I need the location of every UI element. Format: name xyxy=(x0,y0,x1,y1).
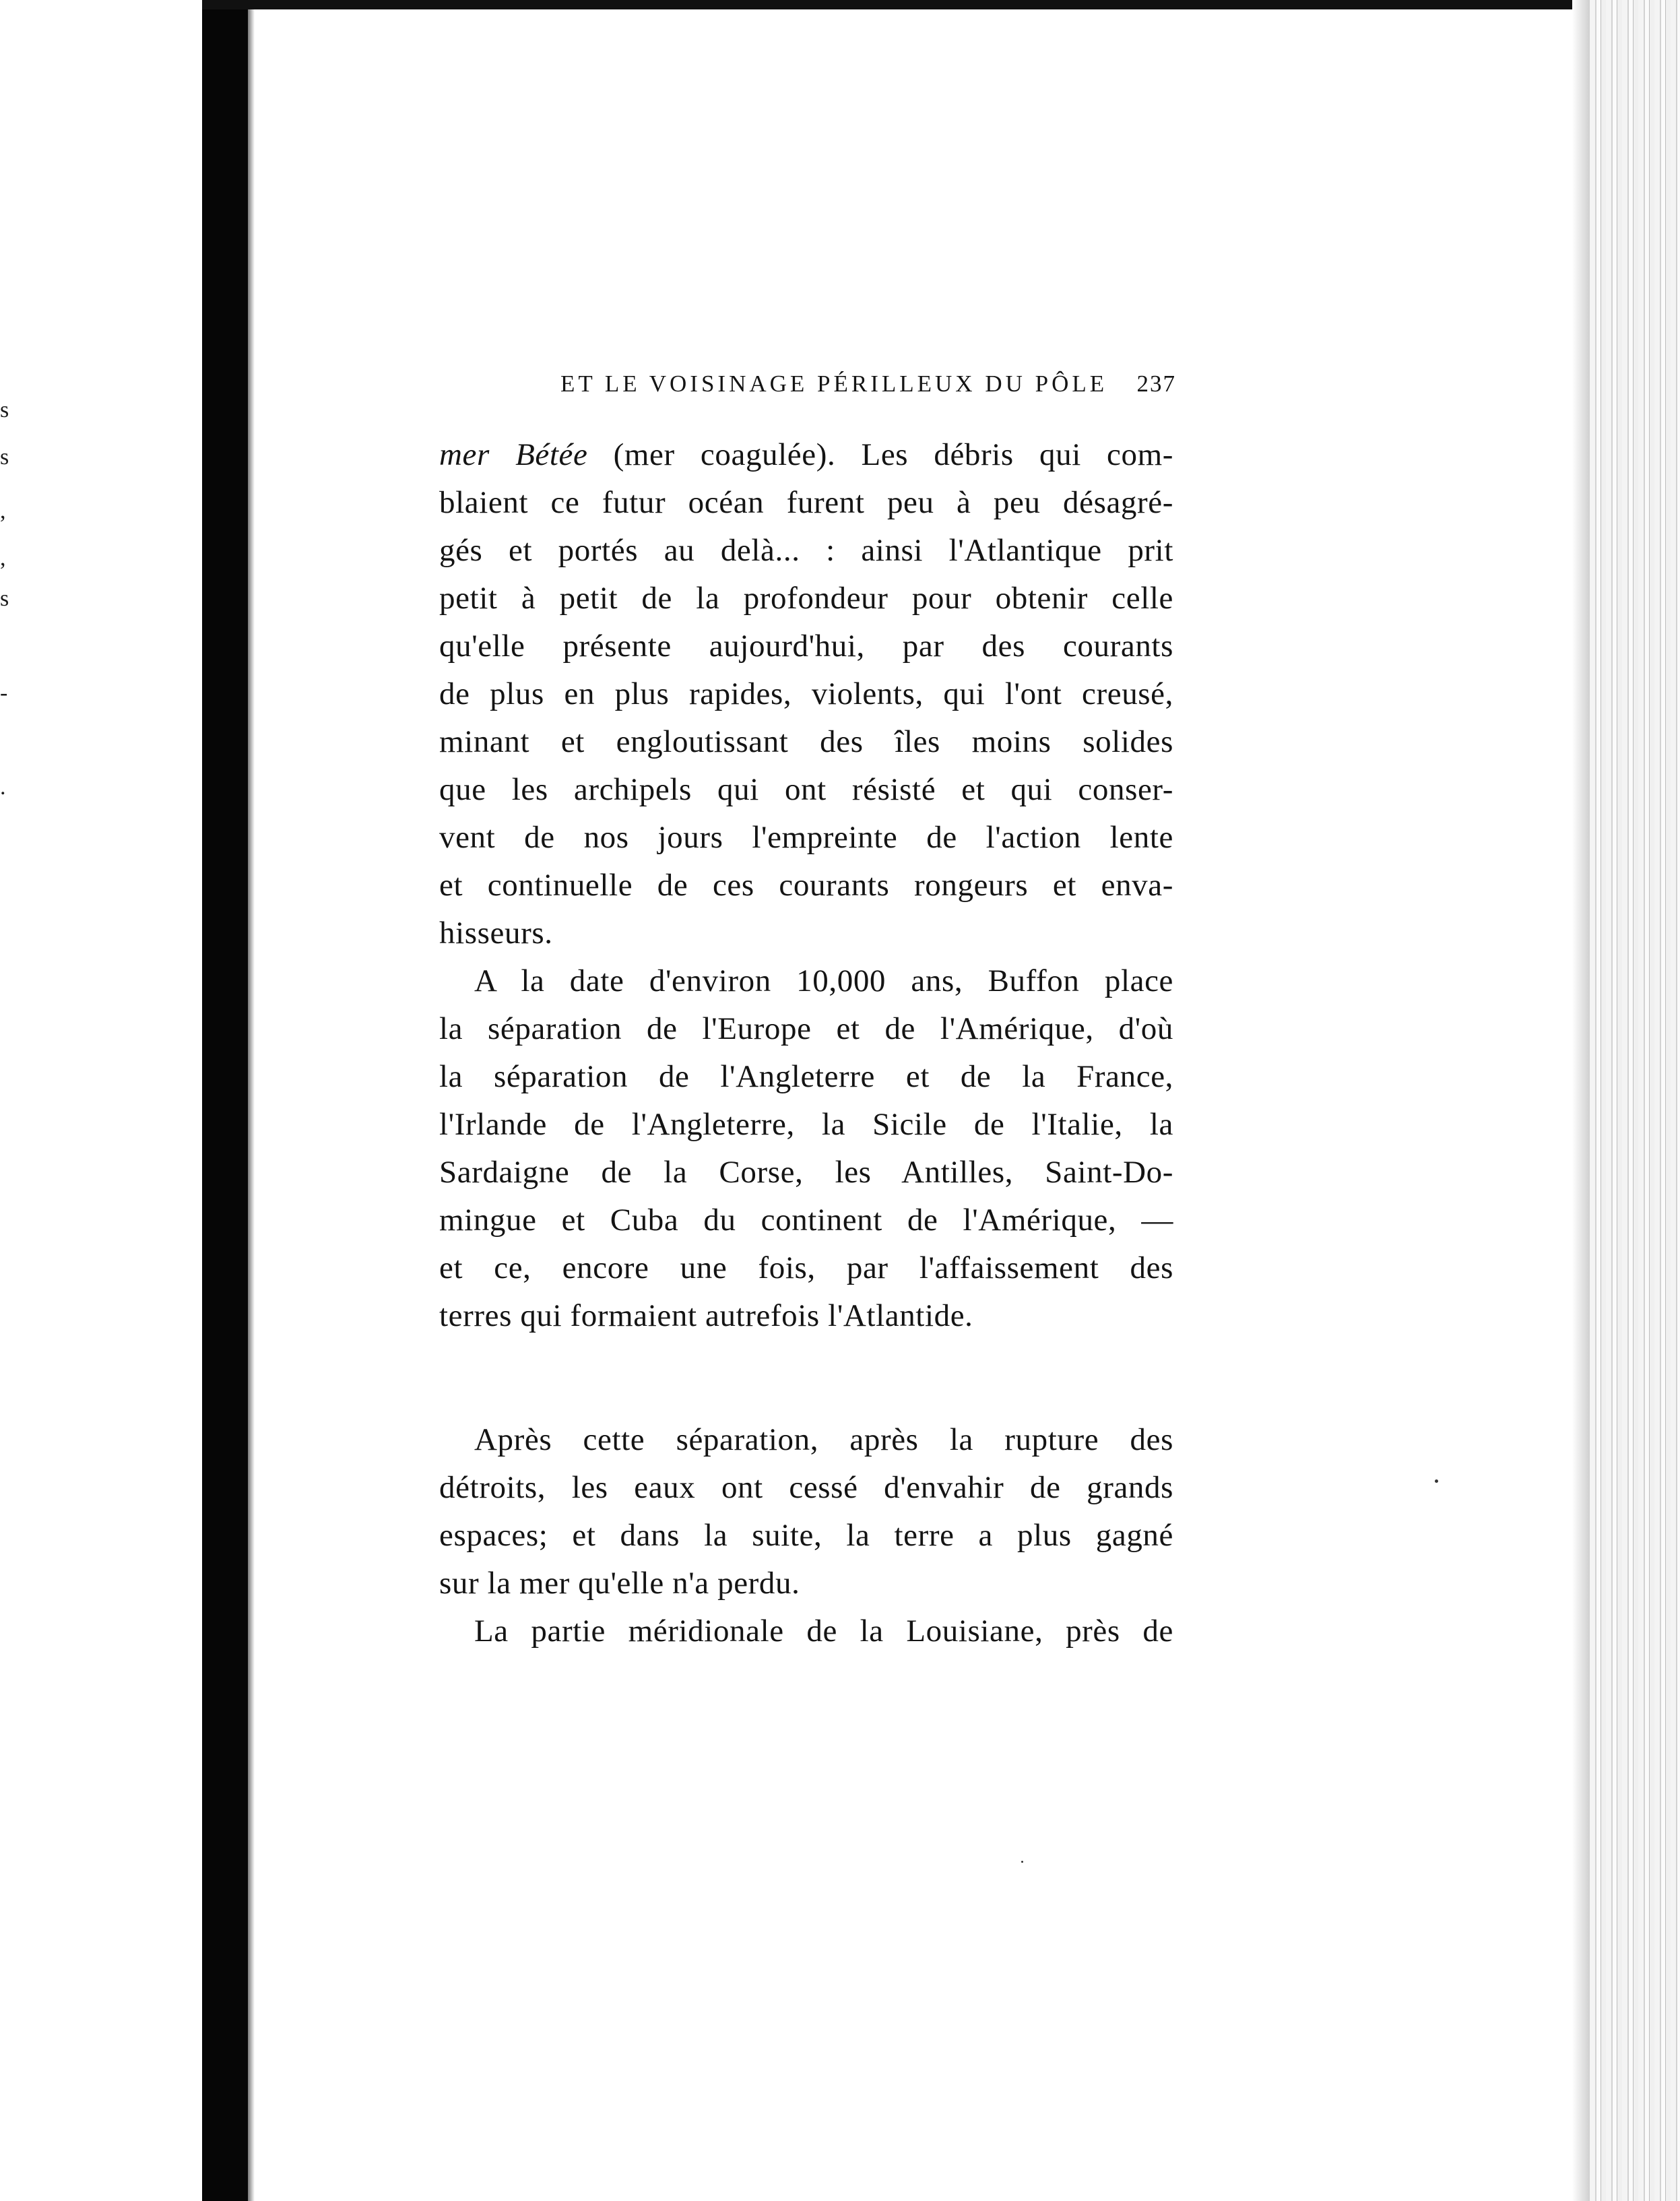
page-number: 237 xyxy=(1136,371,1176,397)
text-line: l'Irlande de l'Angleterre, la Sicile de l'Italie, la xyxy=(439,1107,1173,1142)
running-title: ET LE VOISINAGE PÉRILLEUX DU PÔLE xyxy=(560,371,1108,397)
text-line: Sardaigne de la Corse, les Antilles, Saint-Do- xyxy=(439,1155,1173,1190)
facing-page-fragment: , xyxy=(0,499,6,523)
section-gap xyxy=(439,1340,1173,1416)
scan-speck xyxy=(1021,1861,1023,1863)
facing-page-fragment: , xyxy=(0,546,6,571)
facing-page-fragment: s xyxy=(0,445,9,470)
body-text xyxy=(439,431,1173,1655)
scan-speck xyxy=(1435,1479,1438,1483)
text-line: blaient ce futur océan furent peu à peu désagré- xyxy=(439,485,1173,520)
text-line: sur la mer qu'elle n'a perdu. xyxy=(439,1566,800,1601)
text-line: de plus en plus rapides, violents, qui l'ont creusé, xyxy=(439,676,1173,711)
text-line: espaces; et dans la suite, la terre a plus gagné xyxy=(439,1518,1173,1553)
text-line: détroits, les eaux ont cessé d'envahir de grands xyxy=(439,1470,1173,1505)
text-line: A la date d'environ 10,000 ans, Buffon place xyxy=(474,963,1173,998)
text-line: minant et engloutissant des îles moins solides xyxy=(439,724,1173,759)
facing-page-fragment: - xyxy=(0,680,8,705)
page-edges xyxy=(1590,0,1680,2201)
book-gutter xyxy=(202,0,248,2201)
text-line: que les archipels qui ont résisté et qui conser- xyxy=(439,772,1173,807)
facing-page xyxy=(0,0,202,2201)
text-line: et ce, encore une fois, par l'affaissement des xyxy=(439,1250,1173,1285)
text-line: petit à petit de la profondeur pour obtenir celle xyxy=(439,581,1173,616)
text-line: et continuelle de ces courants rongeurs et enva- xyxy=(439,868,1173,903)
gutter-shadow xyxy=(248,0,255,2201)
text-line: vent de nos jours l'empreinte de l'action lente xyxy=(439,820,1173,855)
facing-page-fragment: s xyxy=(0,586,9,611)
facing-page-fragment: s xyxy=(0,397,9,422)
text-line: terres qui formaient autrefois l'Atlantide. xyxy=(439,1298,973,1333)
text-line-rest: (mer coagulée). Les débris qui com- xyxy=(613,437,1174,472)
text-line: Après cette séparation, après la rupture des xyxy=(474,1422,1173,1457)
scan-top-edge xyxy=(202,0,1590,9)
text-line: mingue et Cuba du continent de l'Amérique, — xyxy=(439,1203,1173,1238)
text-line: hisseurs. xyxy=(439,916,553,951)
page-edge-shadow xyxy=(1572,0,1590,2201)
text-line xyxy=(439,431,1173,479)
text-line: La partie méridionale de la Louisiane, près de xyxy=(474,1614,1173,1649)
running-header xyxy=(439,371,1176,404)
text-line: qu'elle présente aujourd'hui, par des courants xyxy=(439,629,1173,664)
text-line: la séparation de l'Angleterre et de la France, xyxy=(439,1059,1173,1094)
text-line: la séparation de l'Europe et de l'Amérique, d'où xyxy=(439,1011,1173,1046)
text-line: gés et portés au delà... : ainsi l'Atlantique prit xyxy=(439,533,1173,568)
facing-page-fragment: . xyxy=(0,775,6,800)
italic-term: mer Bétée xyxy=(439,437,588,472)
